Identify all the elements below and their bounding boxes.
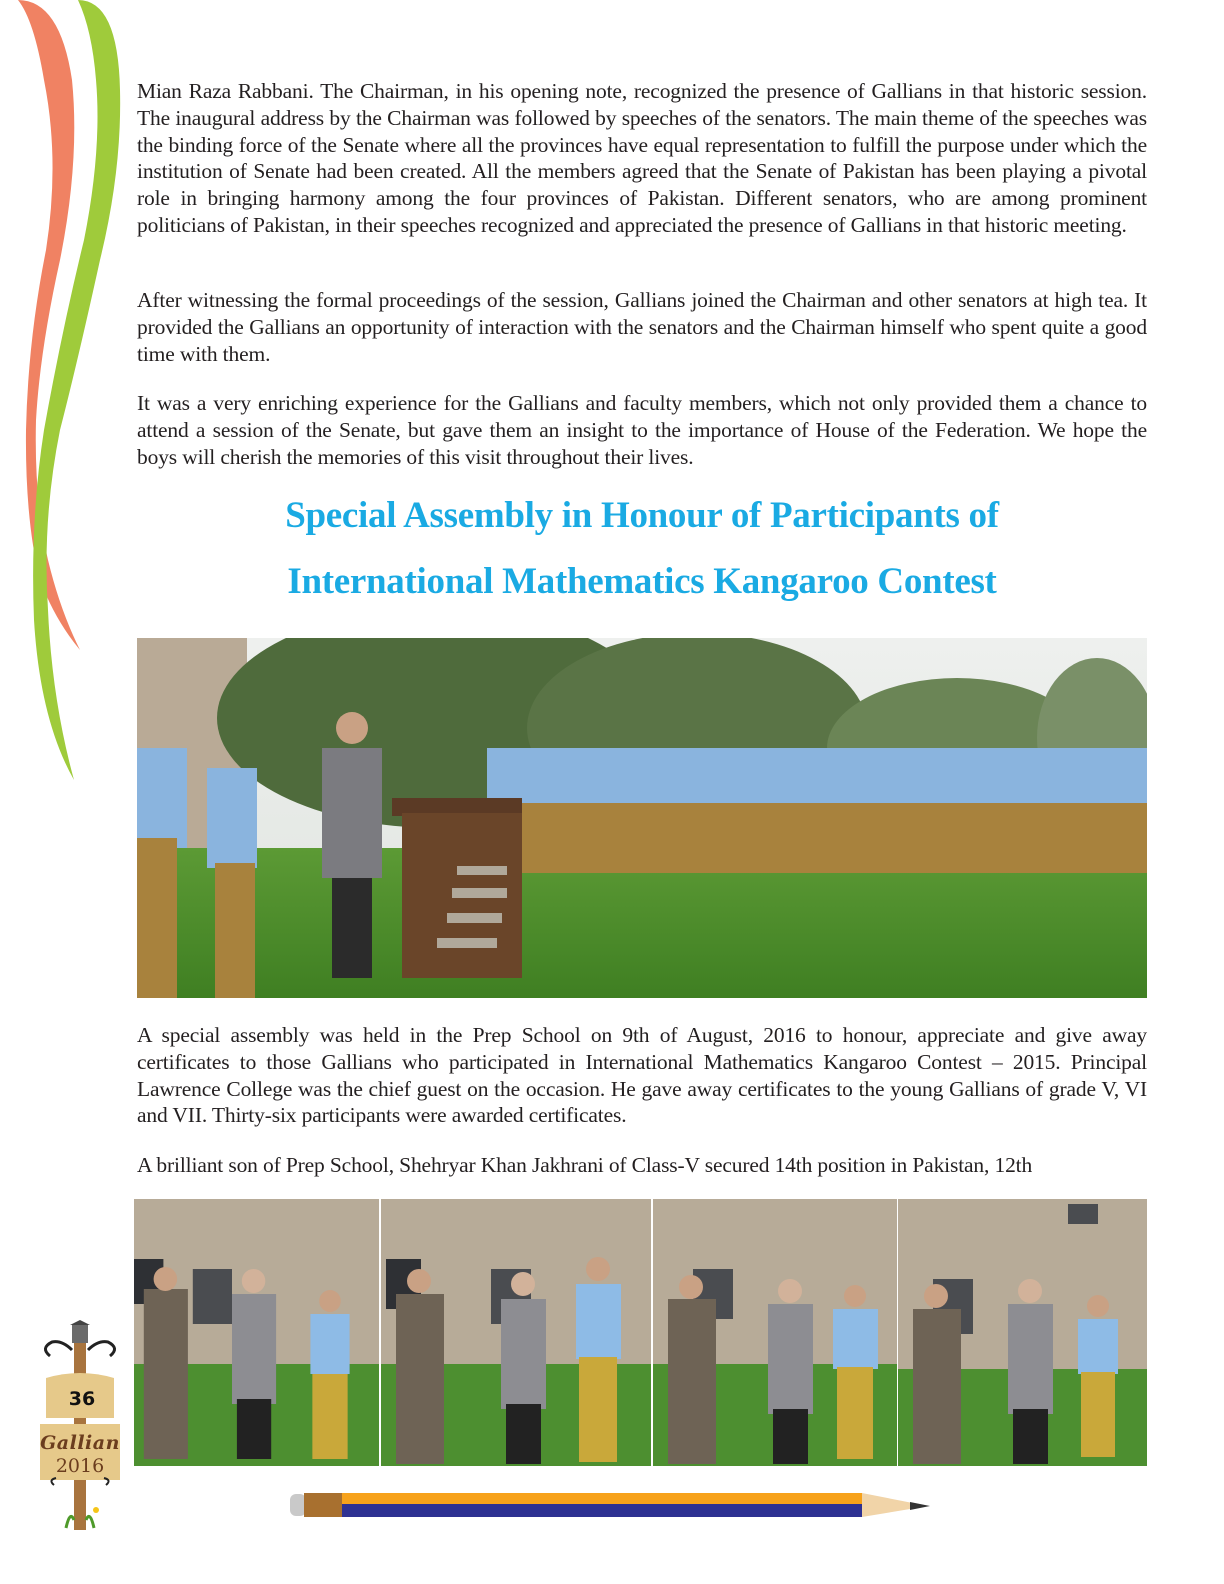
certificate-photo-3 [653,1199,897,1466]
green-curve [33,0,120,780]
signpost-icon [30,1320,130,1530]
decorative-curves [0,0,140,800]
assembly-photo [137,638,1147,998]
section-heading-line2: International Mathematics Kangaroo Contest [287,561,997,602]
pencil-icon [288,1490,933,1522]
page-number: 36 [68,1388,96,1410]
section-heading-line1: Special Assembly in Honour of Participants of [285,495,999,536]
paragraph-text: After witnessing the formal proceedings of the session, Gallians joined the Chairman and other senators at high tea. It provided the Gallians an opportunity of interaction with the senators and the Chairman himself who spent quite a good time with them. [137,288,1147,366]
paragraph-text: It was a very enriching experience for the Gallians and faculty members, which not only provided them a chance to attend a session of the Senate, but gave them an insight to the importance of House of the Federation. We hope the boys will cherish the memories of this visit throughout their lives. [137,391,1147,469]
paragraph-special-assembly [137,1022,1147,1129]
publication-year: 2016 [55,1455,105,1477]
certificate-photo-1 [134,1199,379,1466]
certificate-photo-4 [898,1199,1147,1466]
certificate-photo-2 [381,1199,651,1466]
paragraph-text: Mian Raza Rabbani. The Chairman, in his opening note, recognized the presence of Gallians in that historic session. The inaugural address by the Chairman was followed by speeches of the senators. The main theme of the speeches was the binding force of the Senate where all the provinces have equal representation to fulfill the purpose under which the institution of Senate had been created. All the members agreed that the Senate of Pakistan has been playing a pivotal role in bringing harmony among the four provinces of Pakistan. Different senators, who are among prominent politicians of Pakistan, in their speeches recognized and appreciated the presence of Gallians in that historic meeting. [137,79,1147,237]
paragraph-high-tea [137,287,1147,367]
publication-name: Gallian [40,1432,120,1454]
paragraph-text: A brilliant son of Prep School, Shehryar Khan Jakhrani of Class-V secured 14th position in Pakistan, 12th [137,1153,1033,1177]
paragraph-experience [137,390,1147,470]
paragraph-text: A special assembly was held in the Prep School on 9th of August, 2016 to honour, appreciate and give away certificates to those Gallians who participated in International Mathematics Kangaroo Contest – 2015. Principal Lawrence College was the chief guest on the occasion. He gave away certificates to the young Gallians of grade V, VI and VII. Thirty-six participants were awarded certificates. [137,1023,1147,1128]
paragraph-senate-session [137,78,1147,239]
paragraph-brilliant-son [137,1152,1147,1179]
